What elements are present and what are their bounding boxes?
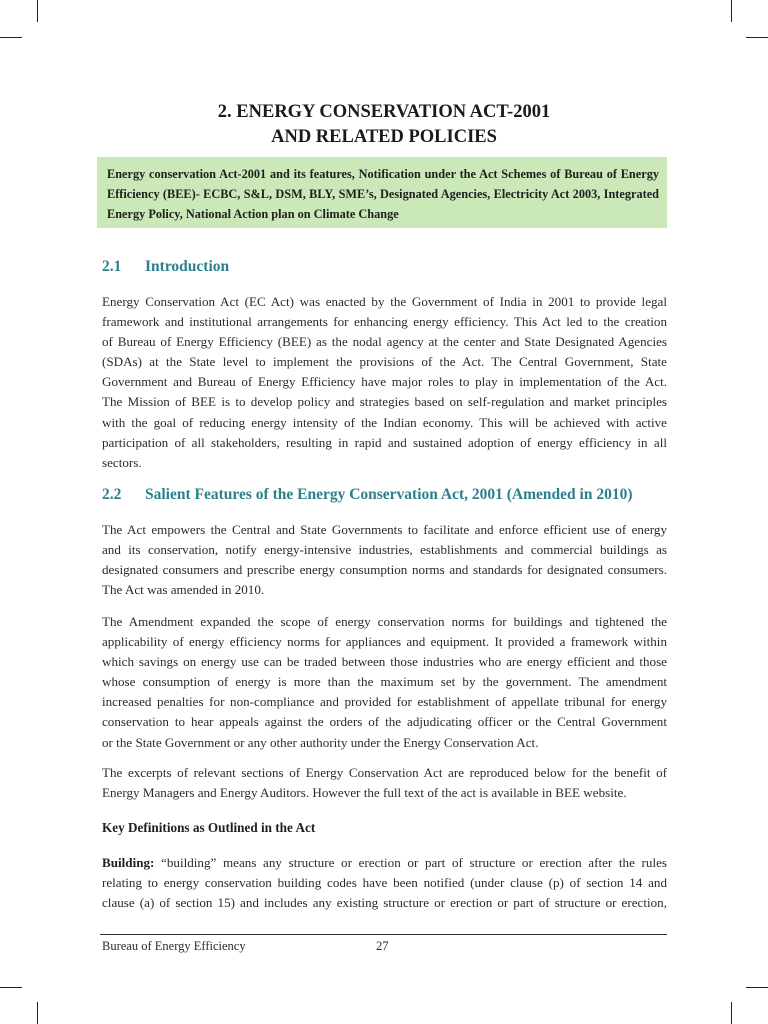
- text-line: Energy Managers and Energy Auditors. However the full text of the act is available in BEE website.: [102, 785, 627, 801]
- page-title-line1: 2. ENERGY CONSERVATION ACT-2001: [217, 102, 551, 122]
- chapter-summary-box: Energy conservation Act-2001 and its features, Notification under the Act Schemes of Bureau of Energy Efficiency (BEE)- ECBC, S&L, DSM, BLY, SME’s, Designated Agencies, Electricity Act 2003, Integrated Energy Policy, National Action plan on Climate Change: [97, 157, 667, 228]
- section-title: Salient Features of the Energy Conservation Act, 2001 (Amended in 2010): [145, 486, 633, 503]
- crop-mark: [731, 0, 732, 22]
- text-line: clause (a) of section 15) and includes any existing structure or erection or part of structure or erection,: [102, 895, 667, 911]
- key-definitions-heading: Key Definitions as Outlined in the Act: [102, 820, 316, 835]
- text-line: and its conservation, notify energy-intensive industries, establishments and commercial buildings as: [102, 542, 667, 558]
- page-title: [100, 100, 668, 150]
- crop-mark: [37, 0, 38, 22]
- footer-publisher: Bureau of Energy Efficiency: [102, 939, 246, 953]
- text-line: with the goal of reducing energy intensity of the Indian economy. This will be achieved with active: [102, 414, 667, 430]
- text-line: [102, 853, 667, 873]
- section-number: 2.1: [102, 258, 122, 275]
- crop-mark: [0, 987, 22, 988]
- text-line: framework and institutional arrangements for enhancing energy efficiency. This Act led to the creation: [102, 314, 667, 330]
- section-heading-introduction: [102, 258, 229, 276]
- crop-mark: [746, 37, 768, 38]
- text-line: (SDAs) at the State level to implement the provisions of the Act. The Central Government, State: [102, 354, 667, 370]
- definition-term: Building:: [102, 855, 155, 870]
- text-line: Government and Bureau of Energy Efficiency have major roles to play in implementation of the Act.: [102, 374, 667, 390]
- text-line: The Amendment expanded the scope of energy conservation norms for buildings and tightened the: [102, 614, 667, 629]
- text-line: or the State Government or any other authority under the Energy Conservation Act.: [102, 734, 539, 750]
- crop-mark: [37, 1002, 38, 1024]
- text-line: The excerpts of relevant sections of Energy Conservation Act are reproduced below for the benefit of: [102, 765, 667, 780]
- text-line: sectors.: [102, 454, 142, 470]
- text-line: which savings on energy use can be traded between those industries who are energy efficient and those: [102, 654, 667, 670]
- salient-features-paragraph-1: [102, 520, 667, 600]
- section-heading-salient-features: [102, 486, 633, 504]
- salient-features-paragraph-2: [102, 612, 667, 753]
- text-line: increased penalties for non-compliance and provided for establishment of appellate tribunal for energy: [102, 694, 667, 710]
- text-line: The Act empowers the Central and State Governments to facilitate and enforce efficient use of energy: [102, 522, 667, 537]
- section-title: Introduction: [145, 258, 230, 275]
- text-line: The Mission of BEE is to develop policy and strategies based on self-regulation and market principles: [102, 394, 667, 410]
- footer-divider: [100, 934, 667, 935]
- salient-features-paragraph-3: [102, 763, 667, 803]
- section-number: 2.2: [102, 486, 122, 503]
- text-line: relating to energy conservation building codes have been notified (under clause (p) of section 14 and: [102, 875, 667, 891]
- crop-mark: [746, 987, 768, 988]
- building-definition-paragraph: [102, 853, 667, 913]
- text-line: The Act was amended in 2010.: [102, 582, 265, 598]
- introduction-paragraph: [102, 292, 667, 473]
- page-number: 27: [376, 939, 389, 953]
- text-line: of Bureau of Energy Efficiency (BEE) as the nodal agency at the center and State Designated Agencies: [102, 334, 667, 350]
- text-line: participation of all stakeholders, resulting in rapid and sustained adoption of energy efficiency in all: [102, 434, 667, 450]
- page-title-line2: AND RELATED POLICIES: [271, 127, 497, 147]
- definition-text: “building” means any structure or erection or part of structure or erection after the rules: [154, 855, 667, 870]
- text-line: designated consumers and prescribe energy consumption norms and standards for designated consumers.: [102, 562, 667, 578]
- text-line: whose consumption of energy is more than the maximum set by the government. The amendment: [102, 674, 667, 690]
- crop-mark: [0, 37, 22, 38]
- text-line: applicability of energy efficiency norms for appliances and equipment. It provided a framework within: [102, 634, 667, 650]
- text-line: conservation to hear appeals against the orders of the adjudicating officer or the Central Government: [102, 714, 667, 730]
- crop-mark: [731, 1002, 732, 1024]
- text-line: Energy Conservation Act (EC Act) was enacted by the Government of India in 2001 to provide legal: [102, 294, 667, 309]
